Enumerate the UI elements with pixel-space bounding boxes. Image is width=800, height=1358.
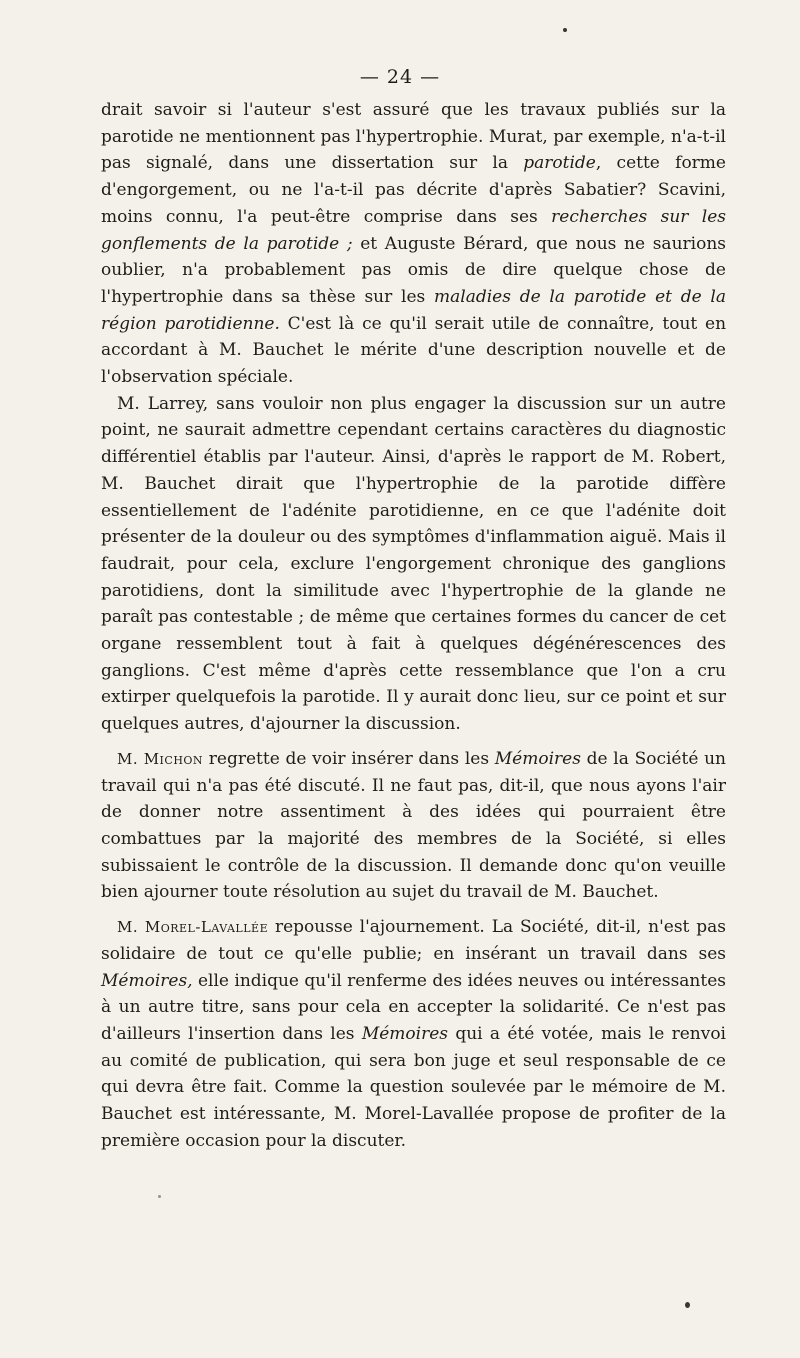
text-run: et Auguste Bérard, que nous ne saurions oublier, n'a probablement pas omis de dire quelque chose de l'hypertrophie dans sa thèse sur les (101, 233, 726, 307)
paragraph-morel-lavallee (101, 914, 726, 1154)
text-run: qui a été votée, mais le renvoi au comité de publication, qui sera bon juge et seul responsable de ce qui devra être fait. Comme la question soulevée par le mémoire de M. Bauchet est intéressante, M. Morel-Lavallée propose de profiter de la première occasion pour la discuter. (101, 1023, 726, 1151)
text-run: , cette forme d'engorgement, ou ne l'a-t-il pas décrite d'après Sabatier? Scavini, moins connu, l'a peut-être comprise dans ses (101, 153, 726, 227)
text-run: drait savoir si l'auteur s'est assuré que les travaux publiés sur la parotide ne mentionnent pas l'hypertrophie. Murat, par exemple, n'a-t-il pas signalé, dans une dissertation sur la (101, 100, 726, 174)
paragraph-gap (101, 906, 726, 914)
paragraph-larrey: M. Larrey, sans vouloir non plus engager la discussion sur un autre point, ne saurait admettre cependant certains caractères du diagnostic différentiel établis par l'auteur. Ainsi, d'après le rapport de M. Robert, M. Bauchet dirait que l'hypertrophie de la parotide diffère essentiellement de l'adénite parotidienne, en ce que l'adénite doit présenter de la douleur ou des symptômes d'inflammation aiguë. Mais il faudrait, pour cela, exclure l'engorgement chronique des ganglions parotidiens, dont la similitude avec l'hypertrophie de la glande ne paraît pas contestable ; de même que certaines formes du cancer de cet organe ressemblent tout à fait à quelques dégénérescences des ganglions. C'est même d'après cette ressemblance que l'on a cru extirper quelquefois la parotide. Il y aurait donc lieu, sur ce point et sur quelques autres, d'ajourner la discussion. (101, 393, 726, 735)
paper-speck (563, 28, 567, 32)
page-number: — 24 — (359, 66, 441, 88)
text-run: de la Société un travail qui n'a pas été discuté. Il ne faut pas, dit-il, que nous ayons l'air de donner notre assentiment à des idées qui pourraient être combattues par la majorité des membres de la Société, si elles subissaient le contrôle de la discussion. Il demande donc qu'on veuille bien ajourner toute résolution au sujet du travail de M. Bauchet. (101, 748, 726, 903)
italic-run: parotide (523, 153, 596, 174)
speaker-name: M. Michon (117, 749, 204, 768)
body-text (101, 97, 726, 1154)
paragraph-gap (101, 738, 726, 746)
paper-speck (685, 1302, 690, 1308)
italic-run: Mémoires (494, 748, 581, 769)
text-run: elle indique qu'il renferme des idées neuves ou intéressantes à un autre titre, sans pour cela en accepter la solidarité. Ce n'est pas d'ailleurs l'insertion dans les (101, 970, 726, 1044)
text-run: repousse l'ajournement. La Société, dit-il, n'est pas solidaire de tout ce qu'elle publie; en insérant un travail dans ses (101, 917, 727, 964)
text-run: C'est là ce qu'il serait utile de connaître, tout en accordant à M. Bauchet le mérite d'une description nouvelle et de l'observation spéciale. (101, 313, 727, 388)
italic-run: recherches sur les gonflements de la parotide ; (101, 206, 726, 254)
paragraph-auteur-parotide (101, 97, 726, 391)
italic-run: maladies de la parotide et de la région parotidienne. (101, 286, 726, 334)
paper-speck (158, 1195, 161, 1198)
paragraph-michon (101, 746, 726, 906)
italic-run: Mémoires (361, 1023, 449, 1044)
italic-run: Mémoires, (101, 970, 193, 991)
text-run: regrette de voir insérer dans les (203, 748, 495, 769)
speaker-name: M. Morel-Lavallée (117, 918, 269, 937)
